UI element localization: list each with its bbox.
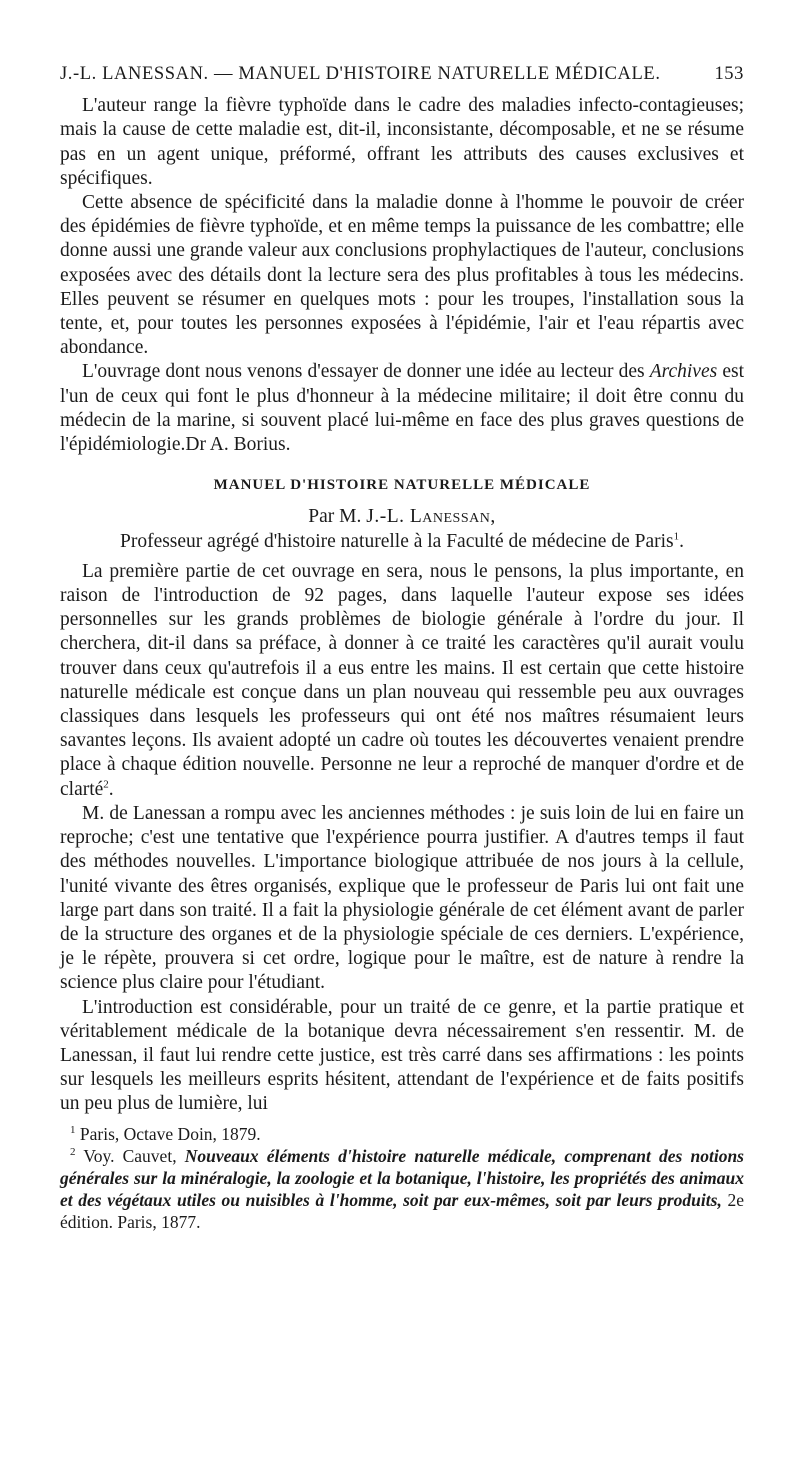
signature: Dr A. Borius. (185, 434, 291, 456)
closing-text-end: est l'un de ceux qui font le plus d'honneur à la médecine militaire; il doit être connu du médecin de la marine, si souvent placé lui-même en face des plus graves questions de l'épidémiologie. (60, 361, 744, 456)
author-name: J.-L. Lanessan, (366, 506, 496, 528)
paragraph: L'auteur range la fièvre typhoïde dans le cadre des maladies infecto-contagieuses; mais la cause de cette maladie est, dit-il, inconsistante, décomposable, et ne se résume pas en un agent unique, préformé, offrant les attributs des causes exclusives et spécifiques. (60, 95, 744, 189)
footnote-ref: 1 (673, 530, 680, 543)
footnote-mark: 2 (70, 1145, 76, 1158)
document-page (60, 62, 744, 1233)
footnotes (60, 1123, 744, 1233)
running-title: J.-L. LANESSAN. — MANUEL D'HISTOIRE NATURELLE MÉDICALE. (60, 64, 661, 84)
footnote-suffix: 2e édition. Paris, 1877. (60, 1189, 744, 1232)
footnote-mark: 1 (70, 1123, 76, 1136)
closing-text-start: L'ouvrage dont nous venons d'essayer de donner une idée au lecteur des (82, 361, 650, 383)
affiliation-end: . (679, 530, 684, 552)
body-paragraph (60, 560, 744, 802)
byline (60, 505, 744, 529)
body-paragraph-text: La première partie de cet ouvrage en sera, nous le pensons, la plus importante, en raison de l'introduction de 92 pages, dans laquelle l'auteur expose ses idées personnelles sur les grands problèmes de biologie générale à l'ordre du jour. Il cherchera, dit-il dans sa préface, à donner à ce traité les caractères qu'il aurait voulu trouver dans ceux qu'autrefois il a eus entre les mains. Il est certain que cette histoire naturelle médicale est conçue dans un plan nouveau qui ressemble peu aux ouvrages classiques dans lesquels les professeurs qui ont été nos maîtres résumaient leurs savantes leçons. Ils avaient adopté un cadre où toutes les découvertes venaient prendre place à chaque édition nouvelle. Personne ne leur a reproché de manquer d'ordre et de clarté (60, 560, 744, 800)
section-title: MANUEL D'HISTOIRE NATURELLE MÉDICALE (213, 477, 591, 494)
paragraph: Cette absence de spécificité dans la maladie donne à l'homme le pouvoir de créer des épidémies de fièvre typhoïde, et en même temps la puissance de les combattre; elle donne aussi une grande valeur aux conclusions prophylactiques de l'auteur, conclusions exposées avec des détails dont la lecture sera des plus profitables à tous les médecins. Elles peuvent se résumer en quelques mots : pour les troupes, l'installation sous la tente, et, pour toutes les personnes exposées à l'épidémie, l'air et l'eau répartis avec abondance. (60, 192, 744, 359)
footnote (60, 1123, 744, 1145)
footnote-prefix: Voy. Cauvet, (83, 1145, 185, 1166)
footnote (60, 1145, 744, 1233)
page-number: 153 (714, 64, 744, 84)
running-header (60, 62, 744, 86)
affiliation-text: Professeur agrégé d'histoire naturelle à la Faculté de médecine de Paris (119, 530, 674, 552)
closing-paragraph (60, 360, 744, 457)
footnote-book-title: Nouveaux éléments d'histoire naturelle médicale, comprenant des notions générales sur la minéralogie, la zoologie et la botanique, l'histoire, les propriétés des animaux et des végétaux utiles ou nuisibles à l'homme, soit par eux-mêmes, soit par leurs produits, (60, 1145, 744, 1210)
affiliation (60, 530, 744, 554)
footnote-text: Paris, Octave Doin, 1879. (79, 1123, 261, 1144)
body-paragraph: L'introduction est considérable, pour un traité de ce genre, et la partie pratique et véritablement médicale de la botanique devra nécessairement s'en ressentir. M. de Lanessan, il faut lui rendre cette justice, est très carré dans ses affirmations : les points sur lesquels les meilleurs esprits hésitent, attendant de l'expérience et de faits positifs un peu plus de lumière, lui (60, 996, 744, 1115)
body-paragraph-end: . (108, 778, 114, 800)
journal-name: Archives (649, 361, 718, 383)
body-paragraph: M. de Lanessan a rompu avec les anciennes méthodes : je suis loin de lui en faire un reproche; c'est une tentative que l'expérience pourra justifier. A d'autres temps il faut des méthodes nouvelles. L'importance biologique attribuée de nos jours à la cellule, l'unité vivante des êtres organisés, explique que le professeur de Paris lui ont fait une large part dans son traité. Il a fait la physiologie générale de cet élément avant de parler de la structure des organes et de la physiologie spéciale de ces derniers. L'expérience, je le répète, prouvera si cet ordre, logique pour le maître, est de nature à rendre la science plus claire pour l'étudiant. (60, 802, 744, 994)
byline-prefix: Par M. (308, 506, 367, 528)
footnote-ref: 2 (103, 778, 109, 791)
